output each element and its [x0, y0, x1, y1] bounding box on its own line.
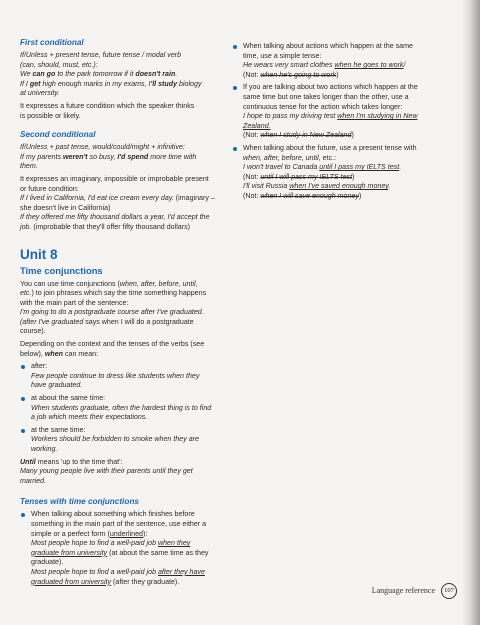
first-conditional-formula-modals: (can, should, must, etc.):	[20, 60, 98, 69]
tenses-example-1: Most people hope to find a well-paid job when they	[31, 539, 191, 548]
time-conjunctions-intro-2: etc.) to join phrases which say the time something happens	[20, 289, 207, 298]
meaning-example: When students graduate, often the hardest thing is to find	[31, 403, 212, 412]
second-conditional-desc-2: or future condition:	[20, 184, 79, 193]
second-conditional-example-2-cont: she doesn't live in California)	[20, 203, 111, 212]
meaning-label: at about the same time:	[31, 394, 106, 403]
tenses-text-2: something in the main part of the sentence, use either a	[31, 519, 207, 528]
footer-label: Language reference	[371, 586, 435, 595]
time-conjunctions-title: Time conjunctions	[20, 264, 103, 276]
second-conditional-example-3-cont: job. (improbable that they'll offer fifty thousand dollars)	[20, 222, 190, 231]
unit-title: Unit 8	[20, 246, 58, 262]
depending-text-1: Depending on the context and the tenses of the verbs (see	[20, 340, 205, 349]
until-example-cont: married.	[20, 476, 47, 485]
second-conditional-example-3: If they offered me fifty thousand dollars a year, I'd accept the	[20, 213, 210, 222]
list-item	[232, 42, 454, 80]
first-conditional-example-2-cont: at university.	[20, 89, 60, 98]
page-footer	[367, 583, 457, 599]
future-not-example-1: (Not: until I will pass my IELTS test)	[243, 172, 355, 181]
continuous-example-cont: Zealand.	[243, 121, 271, 130]
tenses-example-2: Most people hope to find a well-paid job after they have	[31, 567, 205, 576]
continuous-text-2: same time but one takes longer than the other, use a	[243, 92, 409, 101]
tenses-example-1-end: graduate).	[31, 558, 64, 567]
second-conditional-example-2: If I lived in California, I'd eat ice cream every day. (imaginary –	[20, 194, 215, 203]
page-number: 107	[441, 583, 457, 599]
tenses-text-3: simple or a perfect form (underlined):	[31, 529, 148, 538]
future-example-1: I won't travel to Canada until I pass my IELTS test.	[243, 163, 402, 172]
meaning-label: after:	[31, 362, 48, 371]
future-text-1: When talking about the future, use a present tense with	[243, 143, 417, 152]
first-conditional-example-1: We can go to the park tomorrow if it doesn't rain.	[20, 70, 178, 79]
list-item	[20, 394, 228, 423]
future-example-2: I'll visit Russia when I've saved enough money.	[243, 182, 391, 191]
tenses-text-1: When talking about something which finishes before	[31, 510, 195, 519]
meaning-label: at the same time:	[31, 425, 86, 434]
list-item	[20, 426, 228, 455]
continuous-text-1: If you are talking about two actions which happen at the	[243, 83, 418, 92]
tenses-heading: Tenses with time conjunctions	[20, 497, 139, 507]
right-column	[232, 42, 454, 202]
first-conditional-formula: If/Unless + present tense, future tense / modal verb	[20, 51, 182, 59]
simple-tense-not-example: (Not: when he's going to work)	[243, 70, 339, 79]
first-conditional-heading: First conditional	[20, 38, 84, 47]
list-item	[20, 510, 228, 587]
meaning-example-cont: have graduated.	[31, 381, 83, 390]
first-conditional-example-2: If I get high enough marks in my exams, I'll study biology	[20, 79, 202, 88]
continuous-not-example: (Not: when I study in New Zealand)	[243, 131, 354, 140]
meaning-example: Few people continue to dress like students when they	[31, 371, 200, 380]
first-conditional-desc-2: is possible or likely.	[20, 111, 81, 120]
tenses-example-2-cont: graduated from university (after they graduate).	[31, 577, 180, 586]
time-conjunctions-intro-3: with the main part of the sentence:	[20, 298, 129, 307]
depending-text-2: below), when can mean:	[20, 349, 99, 358]
future-not-example-2: (Not: when I will save enough money)	[243, 191, 362, 200]
left-column	[20, 38, 228, 587]
first-conditional-desc-1: It expresses a future condition which the speaker thinks	[20, 101, 195, 110]
second-conditional-heading: Second conditional	[20, 130, 96, 140]
page-spine-shadow	[462, 0, 480, 625]
tenses-example-1-cont: graduate from university (at about the same time as they	[31, 548, 209, 557]
continuous-example: I hope to pass my driving test when I'm studying in New	[243, 112, 418, 121]
time-conjunctions-example-1-end: course).	[20, 327, 46, 336]
continuous-text-3: continuous tense for the action which takes longer:	[243, 102, 403, 111]
second-conditional-formula: If/Unless + past tense, would/could/might + infinitive:	[20, 143, 185, 152]
list-item	[232, 144, 454, 202]
meaning-example-cont: working.	[31, 445, 58, 453]
second-conditional-desc-1: It expresses an imaginary, impossible or improbable present	[20, 174, 209, 183]
time-conjunctions-example-1-cont: (after I've graduated says when I will do a postgraduate	[20, 317, 194, 326]
until-example: Many young people live with their parents until they get	[20, 467, 193, 476]
simple-tense-example: He wears very smart clothes when he goes to work/	[243, 61, 406, 70]
future-text-2: when, after, before, until, etc.:	[243, 153, 337, 162]
list-item	[232, 83, 454, 141]
time-conjunctions-example-1: I'm going to do a postgraduate course after I've graduated.	[20, 308, 204, 317]
time-conjunctions-intro-1: You can use time conjunctions (when, after, before, until,	[20, 279, 198, 288]
second-conditional-example-1: If my parents weren't so busy, I'd spend more time with	[20, 152, 197, 161]
second-conditional-example-1-cont: them.	[20, 162, 38, 171]
list-item	[20, 362, 228, 391]
until-definition: Until means 'up to the time that':	[20, 457, 123, 466]
meaning-example-cont: a job which meets their expectations.	[31, 413, 148, 422]
simple-tense-text-1: When talking about actions which happen at the same	[243, 42, 413, 50]
meaning-example: Workers should be forbidden to smoke when they are	[31, 435, 199, 444]
simple-tense-text-2: time, use a simple tense:	[243, 51, 322, 60]
